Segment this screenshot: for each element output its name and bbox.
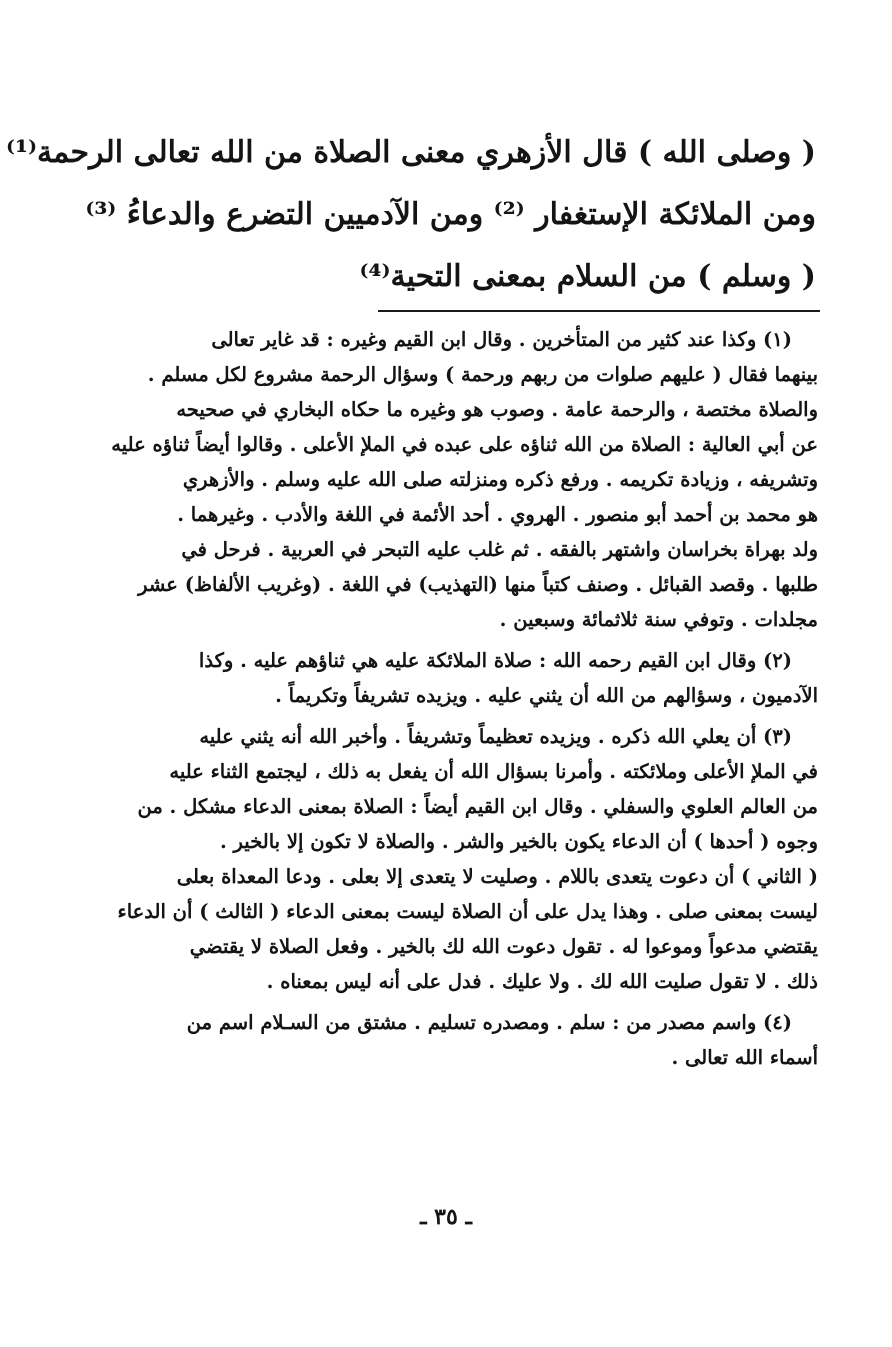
footnote-line: هو محمد بن أحمد أبو منصور . الهروي . أحد الأئمة في اللغة والأدب . وغيرهما . bbox=[177, 503, 818, 526]
footnote-1 bbox=[98, 322, 818, 637]
footnote-line: مجلدات . وتوفي سنة ثلاثمائة وسبعين . bbox=[499, 608, 818, 631]
footnote-4 bbox=[98, 1005, 818, 1075]
footnote-line: (٢) وقال ابن القيم رحمه الله : صلاة الملائكة عليه هي ثناؤهم عليه . وكذا bbox=[198, 649, 792, 672]
footnote-line: الآدميون ، وسؤالهم من الله أن يثني عليه . ويزيده تشريفاً وتكريماً . bbox=[275, 684, 818, 707]
footnote-line: (٤) واسم مصدر من : سلم . ومصدره تسليم . مشتق من السـلام اسم من bbox=[186, 1011, 792, 1034]
footnote-line: (١) وكذا عند كثير من المتأخرين . وقال ابن القيم وغيره : قد غاير تعالى bbox=[211, 328, 792, 351]
footnote-line: عن أبي العالية : الصلاة من الله ثناؤه على عبده في الملإ الأعلى . وقالوا أيضاً ثناؤه عليه bbox=[111, 433, 818, 456]
footnote-line: من العالم العلوي والسفلي . وقال ابن القيم أيضاً : الصلاة بمعنى الدعاء مشكل . من bbox=[137, 795, 818, 818]
footnote-2 bbox=[98, 643, 818, 713]
main-text bbox=[6, 122, 816, 308]
main-text-line: ( وصلى الله ) قال الأزهري معنى الصلاة من الله تعالى الرحمة⁽¹⁾ bbox=[6, 135, 816, 170]
page-number: ـ ٣٥ ـ bbox=[420, 1204, 472, 1230]
footnote-line: ليست بمعنى صلى . وهذا يدل على أن الصلاة ليست بمعنى الدعاء ( الثالث ) أن الدعاء bbox=[117, 900, 818, 923]
footnote-line: طلبها . وقصد القبائل . وصنف كتباً منها (التهذيب) في اللغة . (وغريب الألفاظ) عشر bbox=[138, 573, 818, 596]
footnote-line: ولد بهراة بخراسان واشتهر بالفقه . ثم غلب عليه التبحر في العربية . فرحل في bbox=[181, 538, 818, 561]
footnote-divider bbox=[378, 310, 820, 312]
footnote-line: ذلك . لا تقول صليت الله لك . ولا عليك . فدل على أنه ليس بمعناه . bbox=[266, 970, 818, 993]
main-text-line: ومن الملائكة الإستغفار ⁽²⁾ ومن الآدميين التضرع والدعاءُ ⁽³⁾ bbox=[85, 197, 816, 232]
footnote-line: يقتضي مدعواً وموعوا له . تقول دعوت الله لك بالخير . وفعل الصلاة لا يقتضي bbox=[189, 935, 818, 958]
footnote-line: وتشريفه ، وزيادة تكريمه . ورفع ذكره ومنزلته صلى الله عليه وسلم . والأزهري bbox=[182, 468, 818, 491]
footnote-line: ( الثاني ) أن دعوت يتعدى باللام . وصليت لا يتعدى إلا بعلى . ودعا المعداة بعلى bbox=[176, 865, 818, 888]
footnote-line: أسماء الله تعالى . bbox=[671, 1046, 818, 1069]
footnote-line: وجوه ( أحدها ) أن الدعاء يكون بالخير والشر . والصلاة لا تكون إلا بالخير . bbox=[219, 830, 818, 853]
footnote-3 bbox=[98, 719, 818, 999]
main-text-line: ( وسلم ) من السلام بمعنى التحية⁽⁴⁾ bbox=[359, 259, 816, 294]
footnotes bbox=[98, 322, 818, 1081]
footnote-line: (٣) أن يعلي الله ذكره . ويزيده تعظيماً وتشريفاً . وأخبر الله أنه يثني عليه bbox=[199, 725, 792, 748]
footnote-line: بينهما فقال ( عليهم صلوات من ربهم ورحمة ) وسؤال الرحمة مشروع لكل مسلم . bbox=[147, 363, 818, 386]
footnote-line: في الملإ الأعلى وملائكته . وأمرنا بسؤال الله أن يفعل به ذلك ، ليجتمع الثناء عليه bbox=[169, 760, 818, 783]
footnote-line: والصلاة مختصة ، والرحمة عامة . وصوب هو وغيره ما حكاه البخاري في صحيحه bbox=[176, 398, 818, 421]
